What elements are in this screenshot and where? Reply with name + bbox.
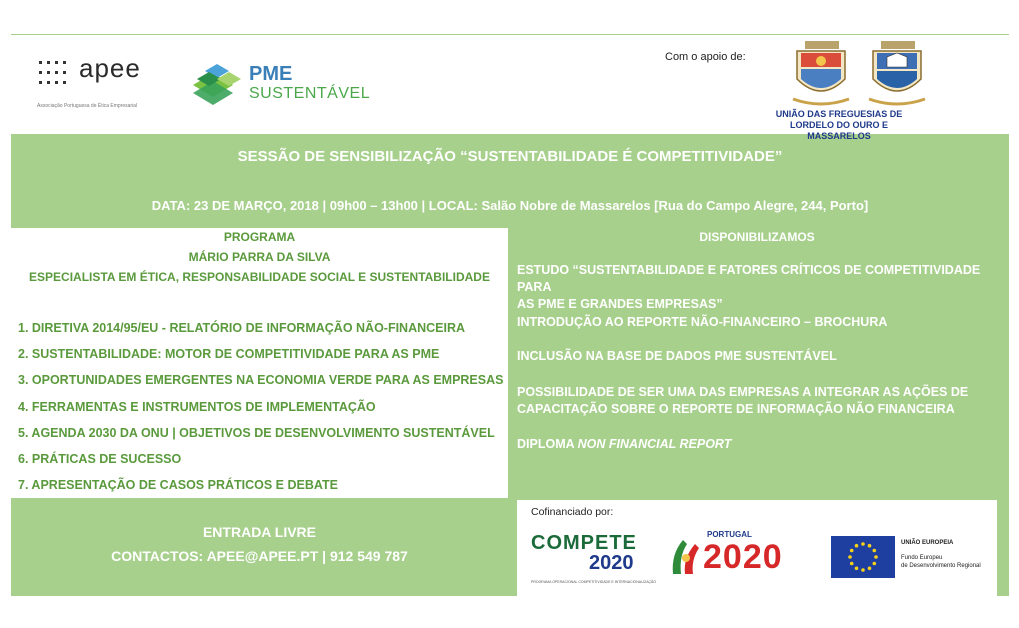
uniao-europeia-logo [831, 536, 1001, 580]
diploma-prefix: DIPLOMA [517, 437, 578, 451]
disp-item-estudo-line2: AS PME E GRANDES EMPRESAS” [517, 297, 723, 311]
union-name-line1: UNIÃO DAS FREGUESIAS DE [775, 109, 903, 119]
cofinanciado-label: Cofinanciado por: [531, 506, 614, 518]
event-title: SESSÃO DE SENSIBILIZAÇÃO “SUSTENTABILIDADE É COMPETITIVIDADE” [237, 148, 783, 165]
portugal-emblem-icon [669, 534, 703, 578]
apee-dots-icon [37, 59, 73, 91]
portugal-year: 2020 [703, 538, 783, 576]
programa-panel [11, 228, 508, 498]
eu-sub-line2: de Desenvolvimento Regional [901, 563, 981, 569]
programa-list [18, 318, 503, 501]
coat-of-arms-icon [783, 39, 933, 109]
entrada-livre: ENTRADA LIVRE [202, 524, 317, 540]
apee-logo-text: apee [79, 53, 141, 83]
programa-item: 5. AGENDA 2030 DA ONU | OBJETIVOS DE DESENVOLVIMENTO SUSTENTÁVEL [18, 425, 495, 440]
disp-item-capacitacao [517, 384, 997, 418]
disp-item-estudo [517, 262, 997, 313]
programa-item: 7. APRESENTAÇÃO DE CASOS PRÁTICOS E DEBATE [18, 478, 338, 493]
cofinanciado-panel [517, 500, 997, 596]
pme-title: PME [249, 63, 293, 85]
compete-subtitle: PROGRAMA OPERACIONAL COMPETITIVIDADE E INTERNACIONALIZAÇÃO [531, 580, 657, 584]
compete-2020-logo [531, 530, 661, 586]
disp-item-capacitacao-line1: POSSIBILIDADE DE SER UMA DAS EMPRESAS A INTEGRAR AS AÇÕES DE [517, 385, 969, 399]
support-label: Com o apoio de: [665, 51, 746, 63]
programa-item: 3. OPORTUNIDADES EMERGENTES NA ECONOMIA VERDE PARA AS EMPRESAS [18, 373, 504, 388]
programa-item: 2. SUSTENTABILIDADE: MOTOR DE COMPETITIVIDADE PARA AS PME [18, 347, 440, 362]
speaker-role: ESPECIALISTA EM ÉTICA, RESPONSABILIDADE SOCIAL E SUSTENTABILIDADE [29, 270, 490, 284]
speaker-name: MÁRIO PARRA DA SILVA [188, 250, 331, 264]
disp-item-estudo-line1: ESTUDO “SUSTENTABILIDADE E FATORES CRÍTICOS DE COMPETITIVIDADE PARA [517, 263, 981, 294]
disponibilizamos-heading: DISPONIBILIZAMOS [699, 230, 815, 244]
compete-word: COMPETE [531, 532, 637, 554]
union-name [759, 109, 919, 142]
disp-item-base-dados: INCLUSÃO NA BASE DE DADOS PME SUSTENTÁVEL [517, 349, 837, 363]
eu-flag-icon [831, 536, 895, 578]
programa-item: 4. FERRAMENTAS E INSTRUMENTOS DE IMPLEMENTAÇÃO [18, 399, 376, 414]
union-name-line2: LORDELO DO OURO E MASSARELOS [789, 120, 888, 141]
portugal-word: PORTUGAL [707, 530, 752, 539]
header-logos [11, 34, 1009, 141]
pme-subtitle: SUSTENTÁVEL [249, 85, 371, 102]
compete-year: 2020 [589, 552, 634, 574]
eu-sub-line1: Fundo Europeu [901, 555, 943, 561]
contactos: CONTACTOS: APEE@APEE.PT | 912 549 787 [111, 548, 408, 564]
pme-cubes-icon [187, 59, 245, 109]
programa-heading: PROGRAMA [223, 230, 296, 244]
eu-subtitle [901, 554, 981, 570]
diploma-italic: NON FINANCIAL REPORT [577, 437, 732, 451]
event-date-line: DATA: 23 DE MARÇO, 2018 | 09h00 – 13h00 | LOCAL: Salão Nobre de Massarelos [Rua do Campo Alegre, 244, Porto] [151, 198, 869, 213]
programa-item: 6. PRÁTICAS DE SUCESSO [18, 451, 182, 466]
disp-item-capacitacao-line2: CAPACITAÇÃO SOBRE O REPORTE DE INFORMAÇÃO NÃO FINANCEIRA [517, 402, 955, 416]
disp-item-brochura: INTRODUÇÃO AO REPORTE NÃO-FINANCEIRO – BROCHURA [517, 315, 888, 329]
apee-logo [37, 53, 187, 117]
programa-item: 1. DIRETIVA 2014/95/EU - RELATÓRIO DE INFORMAÇÃO NÃO-FINANCEIRA [18, 321, 466, 335]
pme-sustentavel-logo [187, 57, 387, 117]
apee-subtitle: Associação Portuguesa de Ética Empresarial [37, 103, 138, 109]
portugal-2020-logo [669, 528, 819, 584]
eu-title: UNIÃO EUROPEIA [901, 540, 954, 546]
disp-item-diploma [517, 436, 997, 453]
flyer-frame [11, 34, 1009, 596]
contact-block [11, 520, 508, 568]
